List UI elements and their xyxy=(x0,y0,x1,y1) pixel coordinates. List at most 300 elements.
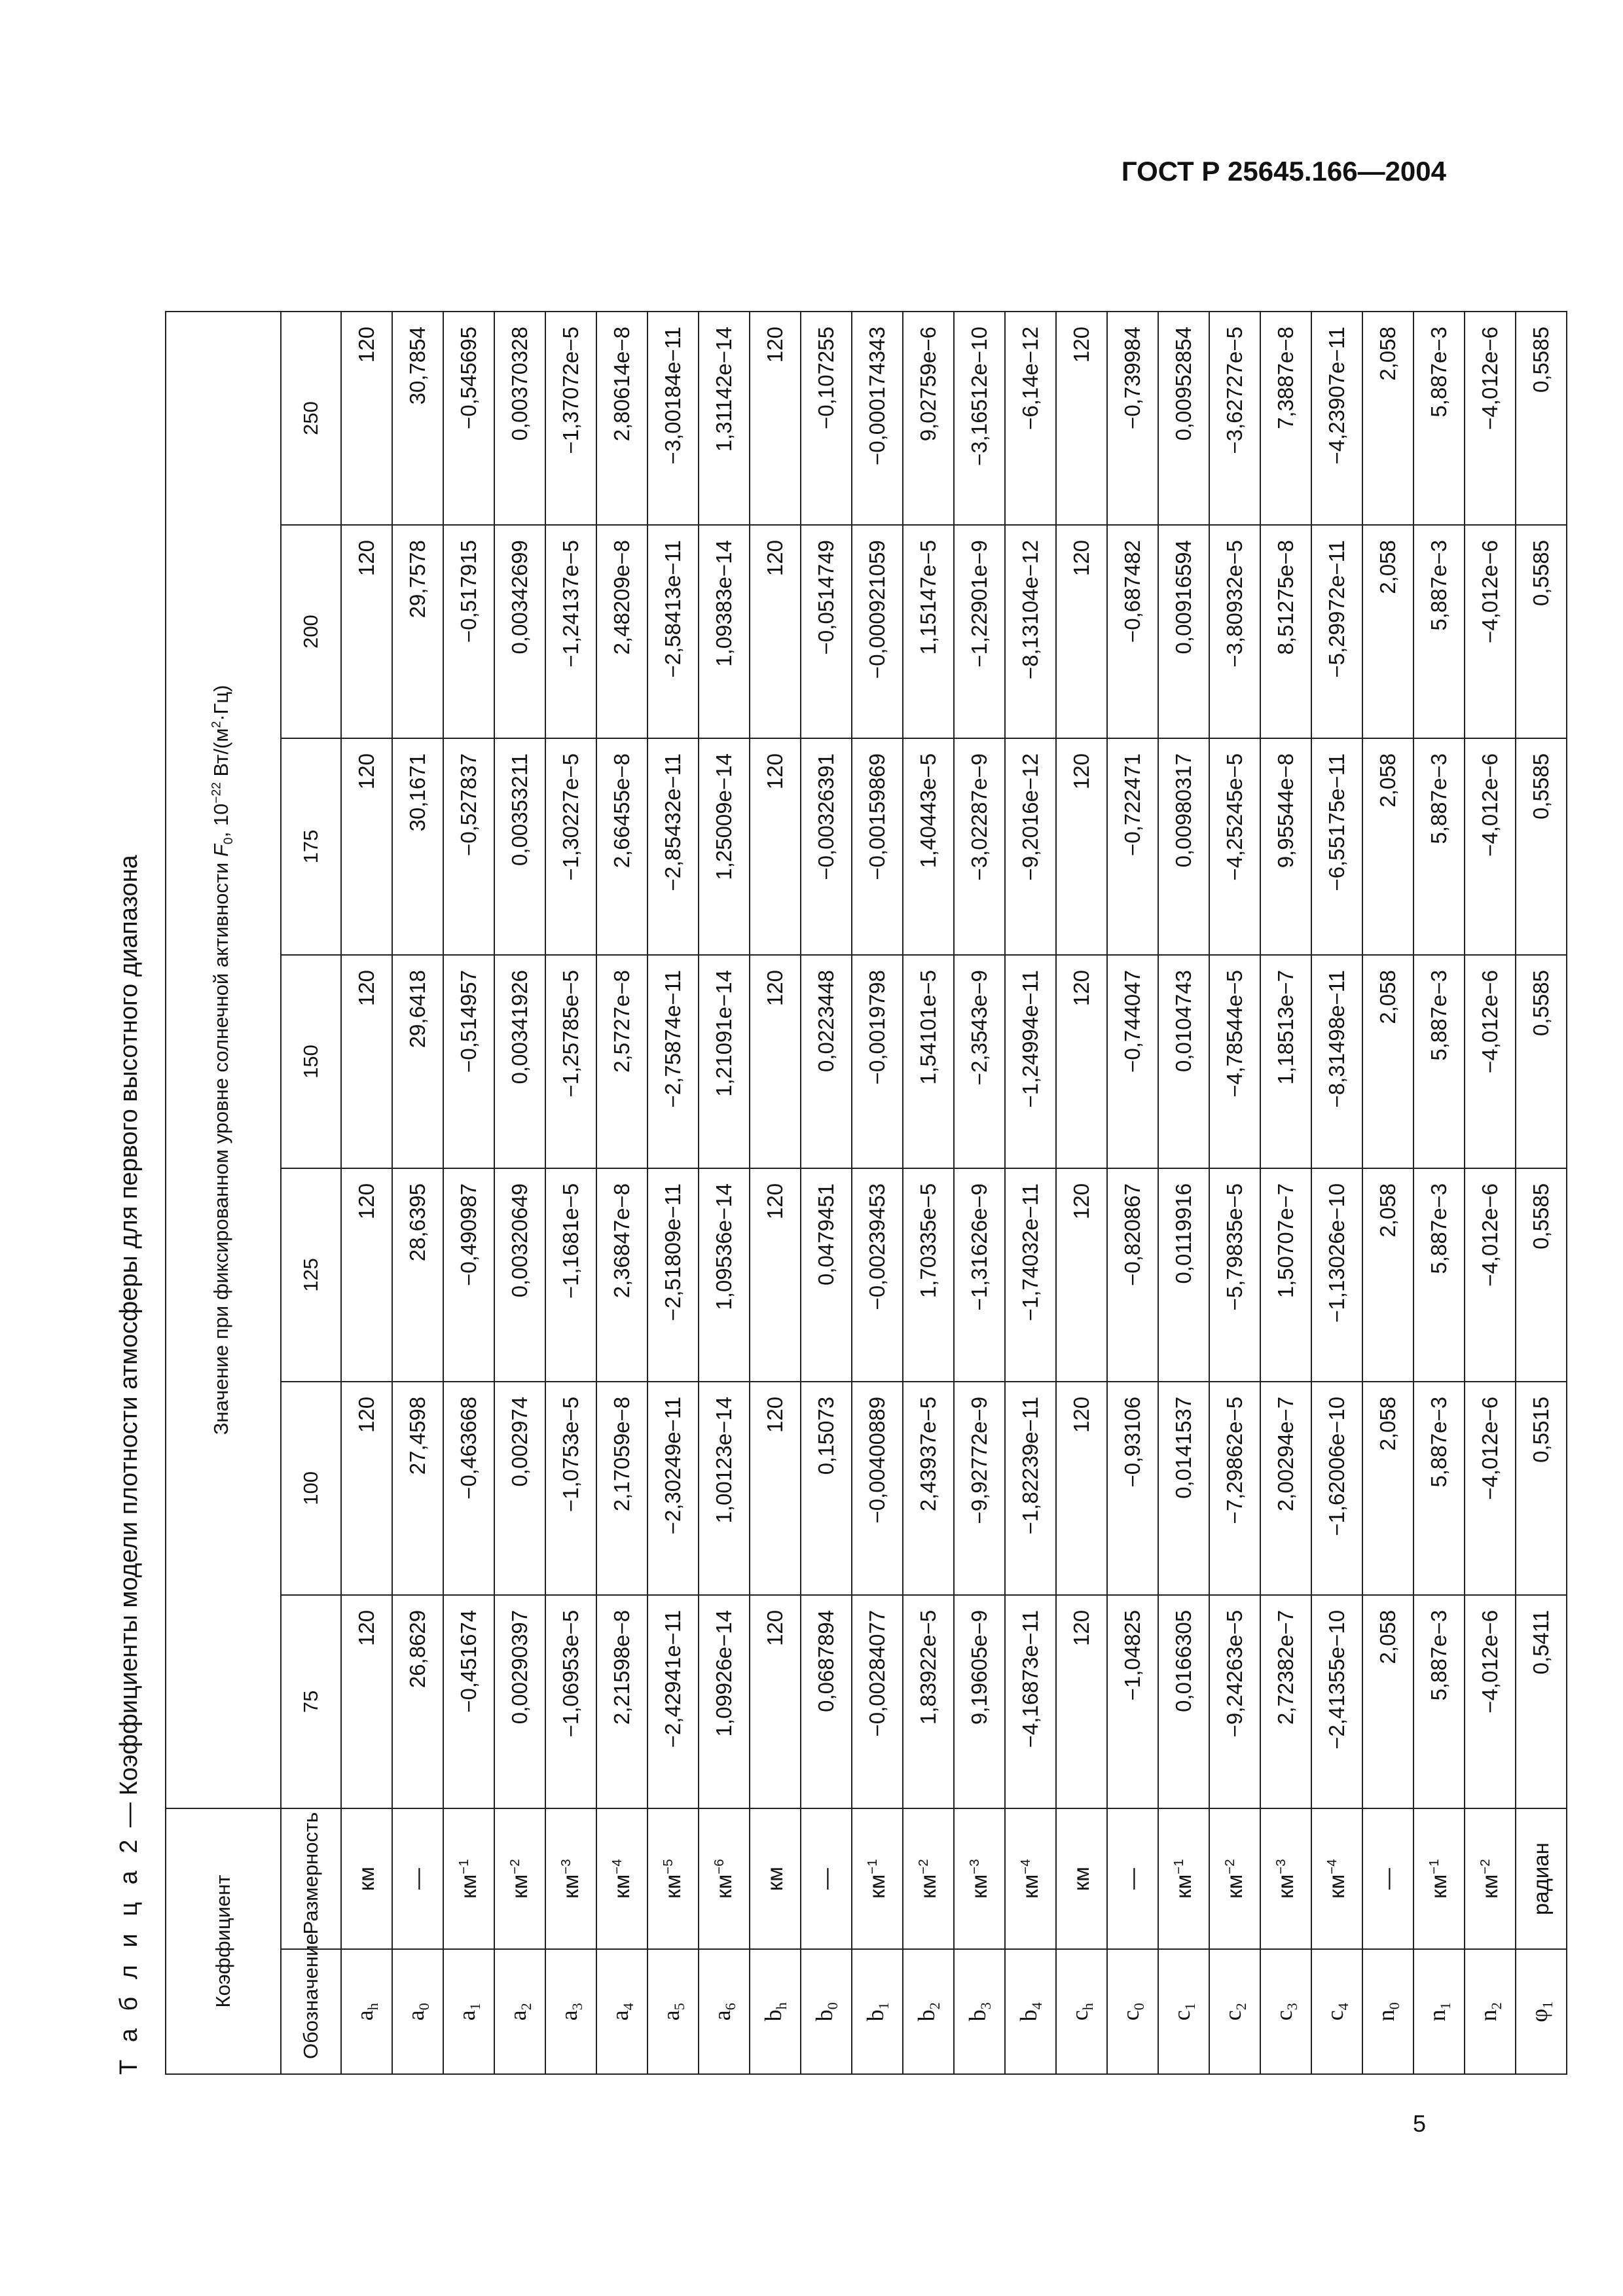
coefficient-symbol xyxy=(1005,1949,1056,2074)
value-cell: 120 xyxy=(341,312,392,525)
table-row xyxy=(903,312,954,2074)
symbol-letter: c xyxy=(1169,2010,1195,2021)
dimension-unit: км xyxy=(1478,1874,1502,1899)
symbol-index: 2 xyxy=(1233,2003,1250,2011)
dimension-exponent: −2 xyxy=(1222,1859,1237,1874)
value-cell: 0,002974 xyxy=(494,1382,545,1595)
symbol-letter: c xyxy=(1067,2010,1093,2021)
value-cell: 9,02759e−6 xyxy=(903,312,954,525)
page-number: 5 xyxy=(1413,2110,1427,2137)
value-cell: 27,4598 xyxy=(392,1382,443,1595)
value-cell: −3,62727e−5 xyxy=(1209,312,1260,525)
value-cell: 29,7578 xyxy=(392,525,443,738)
header-coefficient: Коэффициент xyxy=(166,1808,281,2074)
value-cell: −4,012e−6 xyxy=(1465,312,1516,525)
coefficient-symbol xyxy=(1311,1949,1362,2074)
dimension-unit: км xyxy=(354,1867,378,1892)
dimension-exponent: −1 xyxy=(865,1859,880,1874)
value-cell: −0,739984 xyxy=(1107,312,1158,525)
value-cell: −9,24263e−5 xyxy=(1209,1595,1260,1808)
coefficients-table xyxy=(165,311,1567,2075)
value-cell: 5,887e−3 xyxy=(1413,738,1465,955)
dimension-cell xyxy=(1209,1808,1260,1950)
symbol-index: h xyxy=(1080,2003,1097,2011)
dimension-unit: км xyxy=(1069,1867,1093,1892)
table-row xyxy=(1362,312,1413,2074)
header-values-unit: Вт/(м xyxy=(210,728,233,783)
value-cell: 2,5727e−8 xyxy=(596,955,647,1168)
dimension-cell xyxy=(1413,1808,1465,1950)
value-cell: −1,74032e−11 xyxy=(1005,1168,1056,1382)
value-cell: 2,058 xyxy=(1362,1382,1413,1595)
value-cell: 1,09926e−14 xyxy=(699,1595,750,1808)
dimension-cell xyxy=(1516,1808,1567,1950)
value-cell: 2,00294e−7 xyxy=(1260,1382,1311,1595)
value-cell: 1,40443e−5 xyxy=(903,738,954,955)
symbol-index: 3 xyxy=(569,2003,586,2011)
value-cell: −2,51809e−11 xyxy=(647,1168,699,1382)
dimension-unit: км xyxy=(967,1874,991,1899)
header-values-var: F xyxy=(210,844,233,857)
coefficient-symbol xyxy=(341,1949,392,2074)
value-cell: −0,0514749 xyxy=(801,525,852,738)
value-cell: 2,43937e−5 xyxy=(903,1382,954,1595)
symbol-letter: b xyxy=(1015,2009,1042,2022)
symbol-letter: n xyxy=(1373,2009,1400,2022)
dimension-unit: — xyxy=(1120,1868,1144,1890)
value-cell: 120 xyxy=(1056,1595,1107,1808)
coefficient-symbol xyxy=(750,1949,801,2074)
value-cell: 1,70335e−5 xyxy=(903,1168,954,1382)
table-row xyxy=(1158,312,1209,2074)
value-cell: 2,058 xyxy=(1362,312,1413,525)
coefficient-symbol xyxy=(1465,1949,1516,2074)
symbol-letter: n xyxy=(1424,2009,1451,2022)
dimension-unit: км xyxy=(1222,1874,1247,1899)
dimension-unit: км xyxy=(610,1874,634,1899)
table-caption xyxy=(115,855,143,2075)
table-row xyxy=(1465,312,1516,2074)
dimension-exponent: −3 xyxy=(1273,1859,1288,1874)
value-cell: −8,31498e−11 xyxy=(1311,955,1362,1168)
coefficient-symbol xyxy=(801,1949,852,2074)
coefficient-symbol xyxy=(1107,1949,1158,2074)
table-row xyxy=(494,312,545,2074)
dimension-exponent: −2 xyxy=(916,1859,931,1874)
header-values xyxy=(166,312,281,1808)
value-cell: 120 xyxy=(1056,312,1107,525)
value-cell: −1,1681e−5 xyxy=(545,1168,596,1382)
value-cell: 2,48209e−8 xyxy=(596,525,647,738)
symbol-index: 4 xyxy=(620,2003,637,2011)
dimension-unit: км xyxy=(456,1874,481,1899)
header-level: 100 xyxy=(281,1382,341,1595)
value-cell: 5,887e−3 xyxy=(1413,1382,1465,1595)
header-level: 125 xyxy=(281,1168,341,1382)
dimension-exponent: −3 xyxy=(558,1859,574,1874)
table-row xyxy=(392,312,443,2074)
value-cell: −0,93106 xyxy=(1107,1382,1158,1595)
symbol-index: 1 xyxy=(1539,2001,1556,2009)
value-cell: 0,00952854 xyxy=(1158,312,1209,525)
value-cell: 2,058 xyxy=(1362,738,1413,955)
value-cell: 0,00370328 xyxy=(494,312,545,525)
value-cell: 28,6395 xyxy=(392,1168,443,1382)
value-cell: −2,58413e−11 xyxy=(647,525,699,738)
header-values-unit-sup: 2 xyxy=(210,721,225,728)
value-cell: 1,54101e−5 xyxy=(903,955,954,1168)
value-cell: 2,36847e−8 xyxy=(596,1168,647,1382)
value-cell: −1,82239e−11 xyxy=(1005,1382,1056,1595)
table-row xyxy=(801,312,852,2074)
value-cell: 30,1671 xyxy=(392,738,443,955)
dimension-unit: км xyxy=(1427,1874,1451,1899)
header-dimension: Размерность xyxy=(281,1808,341,1950)
dimension-cell xyxy=(545,1808,596,1950)
caption-text: — Коэффициенты модели плотности атмосферы для первого высотного диапазона xyxy=(115,855,143,1835)
table-row xyxy=(1005,312,1056,2074)
value-cell: −1,24994e−11 xyxy=(1005,955,1056,1168)
dimension-exponent: −2 xyxy=(507,1859,522,1874)
dimension-cell xyxy=(392,1808,443,1950)
header-values-mid: , 10 xyxy=(210,803,233,838)
symbol-index: 3 xyxy=(1284,2003,1301,2011)
value-cell: −0,0019798 xyxy=(852,955,903,1168)
dimension-unit: км xyxy=(1171,1874,1195,1899)
value-cell: 1,83922e−5 xyxy=(903,1595,954,1808)
value-cell: 0,5411 xyxy=(1516,1595,1567,1808)
dimension-unit: км xyxy=(1018,1874,1042,1899)
value-cell: 0,5585 xyxy=(1516,1168,1567,1382)
symbol-letter: a xyxy=(403,2010,429,2021)
value-cell: 2,72382e−7 xyxy=(1260,1595,1311,1808)
dimension-exponent: −4 xyxy=(1018,1859,1033,1874)
dimension-cell xyxy=(341,1808,392,1950)
table-row xyxy=(545,312,596,2074)
value-cell: 1,21091e−14 xyxy=(699,955,750,1168)
value-cell: −4,16873e−11 xyxy=(1005,1595,1056,1808)
value-cell: 5,887e−3 xyxy=(1413,1168,1465,1382)
value-cell: −0,744047 xyxy=(1107,955,1158,1168)
symbol-index: 1 xyxy=(1437,2002,1454,2010)
table-row xyxy=(699,312,750,2074)
symbol-index: 0 xyxy=(1131,2003,1148,2011)
value-cell: 1,09536e−14 xyxy=(699,1168,750,1382)
dimension-unit: км xyxy=(558,1874,583,1899)
value-cell: −0,514957 xyxy=(443,955,494,1168)
dimension-cell xyxy=(801,1808,852,1950)
value-cell: −0,000174343 xyxy=(852,312,903,525)
table-row xyxy=(852,312,903,2074)
symbol-letter: a xyxy=(658,2010,685,2021)
value-cell: 5,887e−3 xyxy=(1413,955,1465,1168)
table-row xyxy=(443,312,494,2074)
rotated-table-block xyxy=(111,242,1556,2075)
value-cell: 0,00320649 xyxy=(494,1168,545,1382)
value-cell: 120 xyxy=(1056,738,1107,955)
dimension-exponent: −6 xyxy=(712,1859,727,1874)
dimension-cell xyxy=(903,1808,954,1950)
header-symbol: Обозначение xyxy=(281,1949,341,2074)
dimension-cell xyxy=(1005,1808,1056,1950)
coefficient-symbol xyxy=(647,1949,699,2074)
header-values-exp: −22 xyxy=(210,782,225,804)
value-cell: 8,51275e−8 xyxy=(1260,525,1311,738)
value-cell: −1,0753e−5 xyxy=(545,1382,596,1595)
value-cell: 5,887e−3 xyxy=(1413,312,1465,525)
value-cell: 120 xyxy=(341,738,392,955)
dimension-exponent: −1 xyxy=(456,1859,471,1874)
value-cell: 2,058 xyxy=(1362,525,1413,738)
header-level: 175 xyxy=(281,738,341,955)
table-row xyxy=(647,312,699,2074)
value-cell: 2,058 xyxy=(1362,1595,1413,1808)
dimension-unit: — xyxy=(814,1868,838,1890)
value-cell: 0,00290397 xyxy=(494,1595,545,1808)
value-cell: 120 xyxy=(1056,525,1107,738)
dimension-unit: км xyxy=(916,1874,940,1899)
value-cell: 1,09383e−14 xyxy=(699,525,750,738)
symbol-index: 2 xyxy=(1488,2002,1505,2010)
value-cell: 120 xyxy=(1056,1382,1107,1595)
value-cell: 0,5585 xyxy=(1516,738,1567,955)
dimension-cell xyxy=(1107,1808,1158,1950)
value-cell: −4,012e−6 xyxy=(1465,955,1516,1168)
dimension-exponent: −1 xyxy=(1171,1859,1186,1874)
value-cell: −9,2016e−12 xyxy=(1005,738,1056,955)
value-cell: 120 xyxy=(750,1168,801,1382)
value-cell: −6,14e−12 xyxy=(1005,312,1056,525)
symbol-letter: b xyxy=(760,2009,787,2022)
value-cell: −8,13104e−12 xyxy=(1005,525,1056,738)
value-cell: 0,5515 xyxy=(1516,1382,1567,1595)
coefficient-symbol xyxy=(1158,1949,1209,2074)
value-cell: 120 xyxy=(750,1595,801,1808)
table-row xyxy=(1516,312,1567,2074)
dimension-cell xyxy=(596,1808,647,1950)
header-level: 200 xyxy=(281,525,341,738)
value-cell: 1,50707e−7 xyxy=(1260,1168,1311,1382)
value-cell: −1,30227e−5 xyxy=(545,738,596,955)
value-cell: 120 xyxy=(341,1168,392,1382)
value-cell: −0,490987 xyxy=(443,1168,494,1382)
table-row xyxy=(1413,312,1465,2074)
table-row xyxy=(596,312,647,2074)
dimension-unit: км xyxy=(661,1874,685,1899)
value-cell: −2,3543e−9 xyxy=(954,955,1005,1168)
document-header: ГОСТ Р 25645.166—2004 xyxy=(1121,156,1446,187)
value-cell: 0,00980317 xyxy=(1158,738,1209,955)
table-row xyxy=(341,312,392,2074)
dimension-cell xyxy=(1158,1808,1209,1950)
coefficient-symbol xyxy=(1260,1949,1311,2074)
value-cell: −4,78544e−5 xyxy=(1209,955,1260,1168)
coefficient-symbol xyxy=(1056,1949,1107,2074)
symbol-index: 2 xyxy=(518,2003,535,2011)
value-cell: −2,30249e−11 xyxy=(647,1382,699,1595)
value-cell: −4,25245e−5 xyxy=(1209,738,1260,955)
dimension-cell xyxy=(1311,1808,1362,1950)
dimension-exponent: −5 xyxy=(661,1859,676,1874)
dimension-unit: км xyxy=(712,1874,736,1899)
value-cell: −0,820867 xyxy=(1107,1168,1158,1382)
symbol-letter: c xyxy=(1322,2010,1349,2021)
table-row xyxy=(1107,312,1158,2074)
value-cell: −4,012e−6 xyxy=(1465,1382,1516,1595)
value-cell: −1,24137e−5 xyxy=(545,525,596,738)
symbol-index: 0 xyxy=(416,2003,433,2011)
value-cell: 1,00123e−14 xyxy=(699,1382,750,1595)
symbol-letter: a xyxy=(505,2010,532,2021)
value-cell: 120 xyxy=(750,955,801,1168)
value-cell: 2,058 xyxy=(1362,1168,1413,1382)
symbol-letter: b xyxy=(913,2009,940,2022)
value-cell: 2,21598e−8 xyxy=(596,1595,647,1808)
symbol-letter: b xyxy=(811,2009,838,2022)
dimension-exponent: −3 xyxy=(967,1859,982,1874)
symbol-index: 0 xyxy=(824,2002,841,2010)
dimension-unit: км xyxy=(763,1867,787,1892)
symbol-letter: a xyxy=(607,2010,634,2021)
value-cell: 5,887e−3 xyxy=(1413,1595,1465,1808)
value-cell: 0,5585 xyxy=(1516,525,1567,738)
value-cell: 0,0687894 xyxy=(801,1595,852,1808)
value-cell: 1,25009e−14 xyxy=(699,738,750,955)
coefficient-symbol xyxy=(954,1949,1005,2074)
value-cell: 120 xyxy=(341,955,392,1168)
value-cell: −0,00239453 xyxy=(852,1168,903,1382)
symbol-letter: c xyxy=(1220,2010,1247,2021)
symbol-index: h xyxy=(773,2002,790,2010)
value-cell: 2,17059e−8 xyxy=(596,1382,647,1595)
table-row xyxy=(954,312,1005,2074)
dimension-cell xyxy=(1260,1808,1311,1950)
value-cell: −2,85432e−11 xyxy=(647,738,699,955)
header-level: 150 xyxy=(281,955,341,1168)
value-cell: −0,545695 xyxy=(443,312,494,525)
value-cell: −0,687482 xyxy=(1107,525,1158,738)
dimension-cell xyxy=(1465,1808,1516,1950)
value-cell: −1,06953e−5 xyxy=(545,1595,596,1808)
value-cell: 1,18513e−7 xyxy=(1260,955,1311,1168)
dimension-unit: — xyxy=(1376,1868,1400,1890)
value-cell: 9,95544e−8 xyxy=(1260,738,1311,955)
symbol-index: 1 xyxy=(467,2003,484,2011)
value-cell: −4,012e−6 xyxy=(1465,525,1516,738)
coefficient-symbol xyxy=(545,1949,596,2074)
value-cell: 120 xyxy=(341,1595,392,1808)
symbol-index: 5 xyxy=(671,2003,688,2011)
coefficient-symbol xyxy=(596,1949,647,2074)
header-level: 75 xyxy=(281,1595,341,1808)
value-cell: 7,3887e−8 xyxy=(1260,312,1311,525)
symbol-letter: a xyxy=(352,2010,378,2021)
value-cell: −0,00159869 xyxy=(852,738,903,955)
value-cell: −1,13026e−10 xyxy=(1311,1168,1362,1382)
value-cell: 120 xyxy=(1056,955,1107,1168)
value-cell: 29,6418 xyxy=(392,955,443,1168)
value-cell: −3,02287e−9 xyxy=(954,738,1005,955)
value-cell: −0,527837 xyxy=(443,738,494,955)
symbol-letter: a xyxy=(556,2010,583,2021)
symbol-index: h xyxy=(365,2003,382,2011)
symbol-letter: b xyxy=(862,2009,889,2022)
value-cell: −3,00184e−11 xyxy=(647,312,699,525)
coefficient-symbol xyxy=(392,1949,443,2074)
table-row xyxy=(1311,312,1362,2074)
coefficient-symbol xyxy=(494,1949,545,2074)
dimension-cell xyxy=(443,1808,494,1950)
value-cell: −4,012e−6 xyxy=(1465,1595,1516,1808)
value-cell: −1,25785e−5 xyxy=(545,955,596,1168)
symbol-letter: φ xyxy=(1526,2008,1553,2022)
dimension-cell xyxy=(1056,1808,1107,1950)
dimension-cell xyxy=(647,1808,699,1950)
value-cell: −3,16512e−10 xyxy=(954,312,1005,525)
value-cell: 2,66455e−8 xyxy=(596,738,647,955)
value-cell: −4,012e−6 xyxy=(1465,1168,1516,1382)
symbol-index: 3 xyxy=(977,2002,994,2010)
symbol-index: 1 xyxy=(1182,2003,1199,2011)
value-cell: 0,0479451 xyxy=(801,1168,852,1382)
symbol-letter: a xyxy=(454,2010,481,2021)
value-cell: −1,62006e−10 xyxy=(1311,1382,1362,1595)
table-row xyxy=(1056,312,1107,2074)
symbol-index: 6 xyxy=(722,2003,739,2011)
symbol-letter: c xyxy=(1118,2010,1144,2021)
value-cell: 0,5585 xyxy=(1516,312,1567,525)
value-cell: −4,012e−6 xyxy=(1465,738,1516,955)
value-cell: 0,00916594 xyxy=(1158,525,1209,738)
value-cell: −0,107255 xyxy=(801,312,852,525)
value-cell: 120 xyxy=(750,312,801,525)
dimension-cell xyxy=(1362,1808,1413,1950)
value-cell: −0,00326391 xyxy=(801,738,852,955)
value-cell: −1,37072e−5 xyxy=(545,312,596,525)
coefficient-symbol xyxy=(903,1949,954,2074)
table-body xyxy=(341,312,1567,2074)
symbol-index: 4 xyxy=(1029,2002,1046,2010)
header-values-var-sub: 0 xyxy=(222,837,236,845)
value-cell: 120 xyxy=(1056,1168,1107,1382)
symbol-letter: a xyxy=(709,2010,736,2021)
value-cell: 0,15073 xyxy=(801,1382,852,1595)
value-cell: 120 xyxy=(750,525,801,738)
value-cell: 0,0223448 xyxy=(801,955,852,1168)
value-cell: 0,0141537 xyxy=(1158,1382,1209,1595)
table-row xyxy=(1209,312,1260,2074)
coefficient-symbol xyxy=(1516,1949,1567,2074)
header-values-text: Значение при фиксированном уровне солнечной активности xyxy=(210,857,233,1435)
value-cell: −5,79835e−5 xyxy=(1209,1168,1260,1382)
value-cell: −6,55175e−11 xyxy=(1311,738,1362,955)
dimension-exponent: −2 xyxy=(1478,1859,1493,1874)
value-cell: 0,5585 xyxy=(1516,955,1567,1168)
dimension-exponent: −1 xyxy=(1427,1859,1442,1874)
value-cell: −1,22901e−9 xyxy=(954,525,1005,738)
value-cell: −2,41355e−10 xyxy=(1311,1595,1362,1808)
value-cell: 0,00342699 xyxy=(494,525,545,738)
dimension-cell xyxy=(852,1808,903,1950)
value-cell: −2,75874e−11 xyxy=(647,955,699,1168)
value-cell: −0,000921059 xyxy=(852,525,903,738)
value-cell: 0,00341926 xyxy=(494,955,545,1168)
coefficient-symbol xyxy=(852,1949,903,2074)
value-cell: −0,517915 xyxy=(443,525,494,738)
value-cell: 120 xyxy=(750,738,801,955)
dimension-cell xyxy=(494,1808,545,1950)
coefficient-symbol xyxy=(699,1949,750,2074)
